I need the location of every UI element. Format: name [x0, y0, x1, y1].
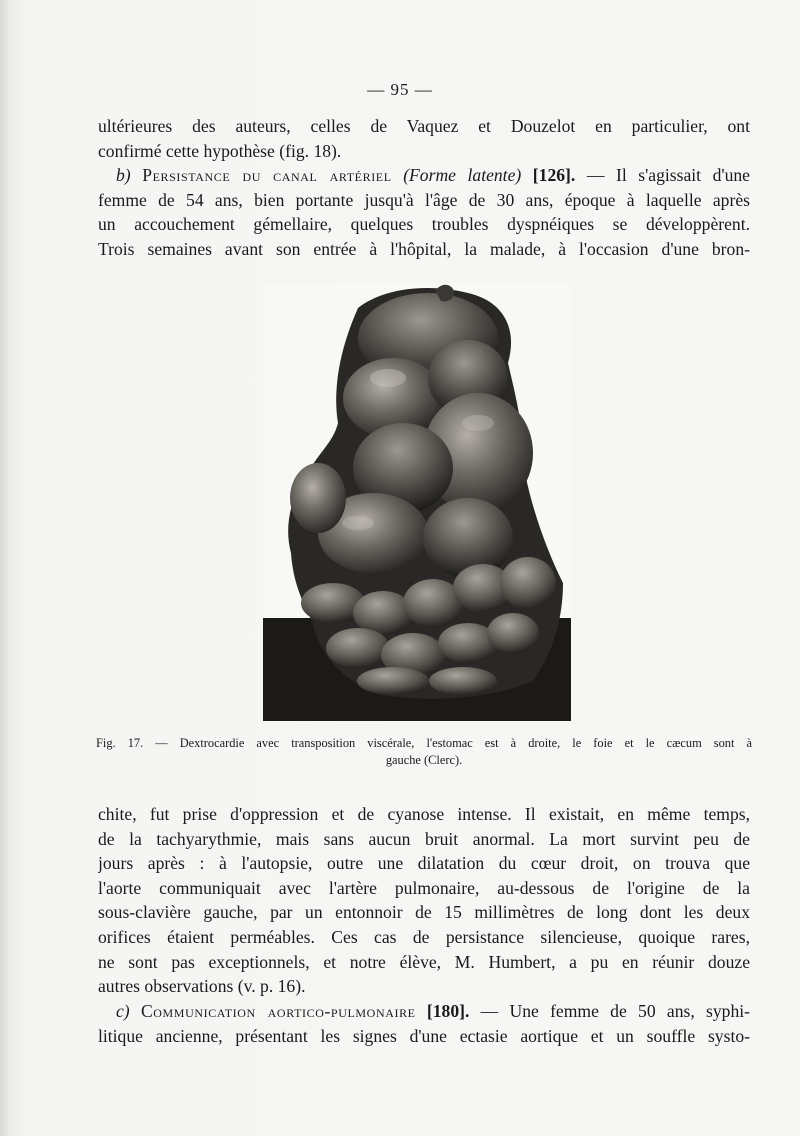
reference: [180].	[426, 1001, 470, 1021]
paragraph-communication-aortico	[98, 999, 750, 1048]
page-number: — 95 —	[367, 80, 433, 99]
text-line: confirmé cette hypothèse (fig. 18).	[98, 140, 342, 161]
text-line: Trois semaines avant son entrée à l'hôpital, la malade, à l'occasion d'une bron-	[98, 238, 750, 259]
text-line: sous-clavière gauche, par un entonnoir de 15 millimètres de long dont les deux	[98, 902, 750, 923]
section-form: (Forme latente)	[403, 165, 522, 185]
figure-photograph	[263, 283, 571, 721]
figure-caption	[96, 735, 752, 769]
caption-line: Fig. 17. — Dextrocardie avec transposition viscérale, l'estomac est à droite, le foie et le cæcum sont à	[96, 736, 752, 750]
paragraph-continuation	[98, 114, 750, 163]
text-line: orifices étaient perméables. Ces cas de persistance silencieuse, quoique rares,	[98, 926, 750, 947]
section-heading: Communication aortico-pulmonaire	[140, 1001, 416, 1021]
text-line: femme de 54 ans, bien portante jusqu'à l'âge de 30 ans, époque à laquelle après	[98, 189, 750, 210]
reference: [126].	[532, 165, 576, 185]
text-line: l'aorte communiquait avec l'artère pulmonaire, au-dessous de l'origine de la	[98, 877, 750, 898]
section-heading: Persistance du canal artériel	[142, 165, 392, 185]
section-label: c)	[116, 1001, 130, 1021]
text-fragment: — Il s'agissait d'une	[586, 165, 750, 185]
text-line	[98, 999, 750, 1024]
section-label: b)	[116, 165, 131, 185]
text-line: de la tachyarythmie, mais sans aucun bruit anormal. La mort survint peu de	[98, 828, 750, 849]
text-line	[98, 163, 750, 188]
paragraph-persistance-canal	[98, 163, 750, 261]
text-line: un accouchement gémellaire, quelques troubles dyspnéiques se développèrent.	[98, 214, 750, 235]
text-line: ne sont pas exceptionnels, et notre élève, M. Humbert, a pu en réunir douze	[98, 951, 750, 972]
text-line: autres observations (v. p. 16).	[98, 976, 306, 997]
text-line: ultérieures des auteurs, celles de Vaquez et Douzelot en particulier, ont	[98, 116, 750, 136]
text-line: jours après : à l'autopsie, outre une dilatation du cœur droit, on trouva que	[98, 853, 750, 874]
text-line: chite, fut prise d'oppression et de cyanose intense. Il existait, en même temps,	[98, 804, 750, 824]
specimen-photo	[263, 283, 571, 721]
caption-line: gauche (Clerc).	[385, 753, 463, 767]
text-line: litique ancienne, présentant les signes d'une ectasie aortique et un souffle systo-	[98, 1025, 750, 1046]
paragraph-continuation	[98, 802, 750, 999]
text-fragment: — Une femme de 50 ans, syphi-	[480, 1001, 750, 1021]
